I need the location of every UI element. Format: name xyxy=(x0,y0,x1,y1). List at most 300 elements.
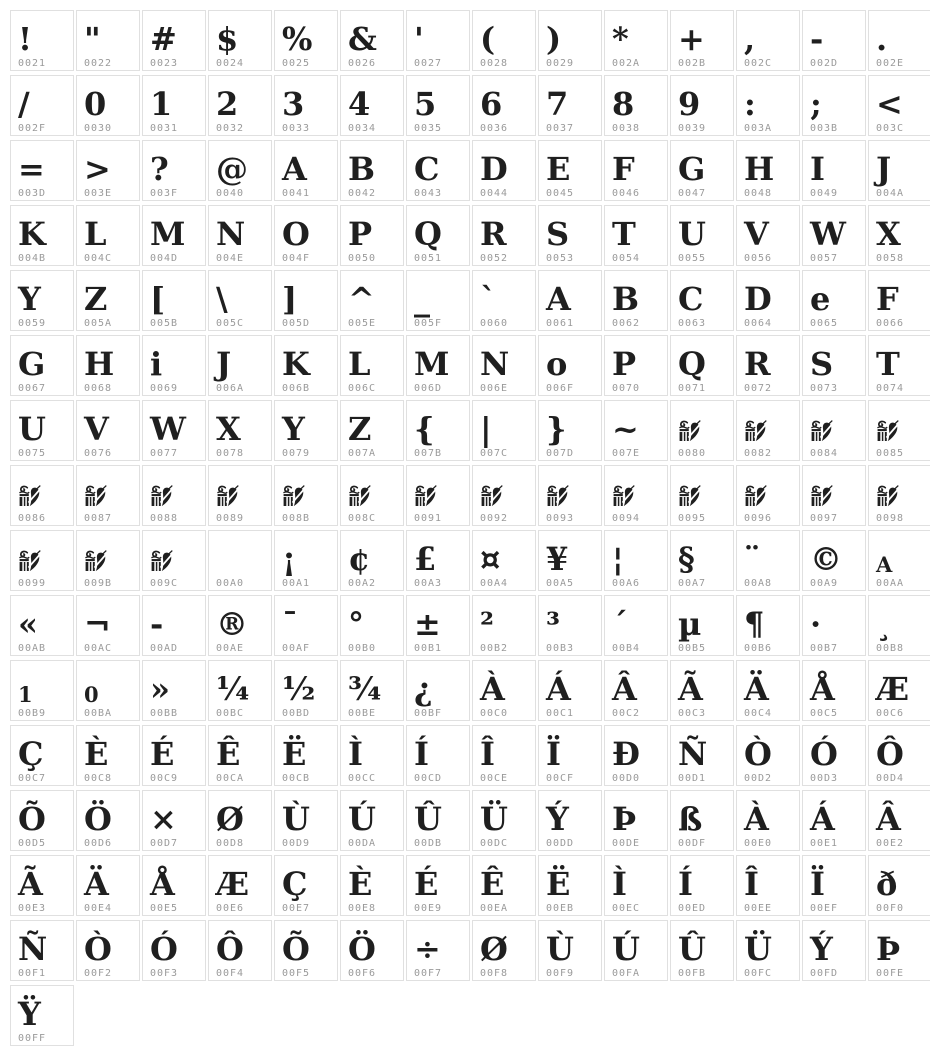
glyph: Î xyxy=(744,864,759,903)
codepoint-label: 002B xyxy=(678,58,707,69)
glyph-cell xyxy=(10,75,74,136)
codepoint-label: 00BD xyxy=(282,708,311,719)
codepoint-label: 0068 xyxy=(84,383,113,394)
glyph-cell xyxy=(604,660,668,721)
glyph: Ö xyxy=(84,799,112,838)
codepoint-label: 00CD xyxy=(414,773,443,784)
notdef-glyph xyxy=(143,531,205,574)
notdef-glyph xyxy=(143,466,205,509)
glyph-cell xyxy=(868,725,930,786)
codepoint-label: 00C9 xyxy=(150,773,179,784)
glyph: [ xyxy=(150,279,166,318)
codepoint-label: 007E xyxy=(612,448,641,459)
glyph: ¶ xyxy=(744,604,765,643)
glyph: · xyxy=(810,604,822,643)
codepoint-label: 005D xyxy=(282,318,311,329)
glyph: Ñ xyxy=(18,929,48,968)
glyph: Ï xyxy=(810,864,825,903)
glyph-cell xyxy=(604,335,668,396)
codepoint-label: 00D8 xyxy=(216,838,245,849)
glyph: Ä xyxy=(84,864,109,903)
codepoint-label: 00C7 xyxy=(18,773,47,784)
codepoint-label: 00DA xyxy=(348,838,377,849)
glyph-cell xyxy=(142,855,206,916)
glyph: ¨ xyxy=(744,539,760,578)
glyph: W xyxy=(810,214,846,253)
glyph-cell xyxy=(670,10,734,71)
glyph: È xyxy=(84,734,109,773)
glyph-cell xyxy=(340,660,404,721)
codepoint-label: 0030 xyxy=(84,123,113,134)
glyph-cell xyxy=(274,855,338,916)
codepoint-label: 0037 xyxy=(546,123,575,134)
glyph-cell xyxy=(604,10,668,71)
glyph-cell xyxy=(670,205,734,266)
glyph-cell xyxy=(604,530,668,591)
codepoint-label: 00BF xyxy=(414,708,443,719)
glyph-cell xyxy=(142,140,206,201)
codepoint-label: 005A xyxy=(84,318,113,329)
codepoint-label: 005B xyxy=(150,318,179,329)
glyph: ° xyxy=(348,604,364,643)
codepoint-label: 0050 xyxy=(348,253,377,264)
glyph-cell xyxy=(868,75,930,136)
codepoint-label: 0061 xyxy=(546,318,575,329)
codepoint-label: 0080 xyxy=(678,448,707,459)
notdef-glyph xyxy=(473,466,535,509)
glyph: E xyxy=(546,149,571,188)
glyph: Ç xyxy=(18,734,44,773)
notdef-ornament-icon xyxy=(414,484,437,508)
glyph: M xyxy=(150,214,186,253)
codepoint-label: 00D9 xyxy=(282,838,311,849)
glyph-cell xyxy=(208,75,272,136)
glyph-cell xyxy=(868,465,930,526)
codepoint-label: 0034 xyxy=(348,123,377,134)
codepoint-label: 00E8 xyxy=(348,903,377,914)
codepoint-label: 00EB xyxy=(546,903,575,914)
glyph-cell xyxy=(10,985,74,1046)
glyph: Ô xyxy=(216,929,244,968)
codepoint-label: 0085 xyxy=(876,448,905,459)
codepoint-label: 003E xyxy=(84,188,113,199)
glyph-cell xyxy=(406,465,470,526)
glyph: - xyxy=(810,19,824,58)
glyph: F xyxy=(612,149,635,188)
glyph-cell xyxy=(10,530,74,591)
glyph: » xyxy=(150,669,170,708)
glyph-cell xyxy=(76,205,140,266)
glyph-cell xyxy=(670,790,734,851)
codepoint-label: 0031 xyxy=(150,123,179,134)
glyph: I xyxy=(810,149,825,188)
codepoint-label: 0025 xyxy=(282,58,311,69)
glyph: * xyxy=(612,19,629,58)
codepoint-label: 00D1 xyxy=(678,773,707,784)
codepoint-label: 00C8 xyxy=(84,773,113,784)
codepoint-label: 00B8 xyxy=(876,643,905,654)
glyph: S xyxy=(810,344,834,383)
glyph-cell xyxy=(340,725,404,786)
glyph: | xyxy=(480,409,492,448)
codepoint-label: 00E3 xyxy=(18,903,47,914)
glyph: ¢ xyxy=(348,539,371,578)
codepoint-label: 00FD xyxy=(810,968,839,979)
glyph-cell xyxy=(340,75,404,136)
glyph-cell xyxy=(10,205,74,266)
glyph: L xyxy=(84,214,107,253)
glyph-cell xyxy=(274,270,338,331)
codepoint-label: 00EC xyxy=(612,903,641,914)
codepoint-label: 002A xyxy=(612,58,641,69)
codepoint-label: 0029 xyxy=(546,58,575,69)
codepoint-label: 009C xyxy=(150,578,179,589)
notdef-ornament-icon xyxy=(18,549,41,573)
glyph: Û xyxy=(414,799,442,838)
glyph-cell xyxy=(142,465,206,526)
codepoint-label: 004D xyxy=(150,253,179,264)
glyph-cell xyxy=(10,335,74,396)
codepoint-label: 0024 xyxy=(216,58,245,69)
glyph-cell xyxy=(604,205,668,266)
glyph-cell xyxy=(406,140,470,201)
glyph-cell xyxy=(142,660,206,721)
glyph: 2 xyxy=(216,84,239,123)
glyph-cell xyxy=(736,790,800,851)
notdef-ornament-icon xyxy=(480,484,503,508)
codepoint-label: 008C xyxy=(348,513,377,524)
glyph-cell xyxy=(340,790,404,851)
codepoint-label: 007C xyxy=(480,448,509,459)
codepoint-label: 0028 xyxy=(480,58,509,69)
glyph-cell xyxy=(142,920,206,981)
codepoint-label: 00B2 xyxy=(480,643,509,654)
glyph: ¸ xyxy=(876,604,892,643)
glyph: µ xyxy=(678,604,702,643)
glyph: Ý xyxy=(810,929,833,968)
glyph-cell xyxy=(868,205,930,266)
glyph: N xyxy=(216,214,246,253)
glyph-cell xyxy=(802,530,866,591)
glyph: ß xyxy=(678,799,703,838)
glyph-cell xyxy=(472,140,536,201)
notdef-ornament-icon xyxy=(84,549,107,573)
glyph: Ê xyxy=(216,734,241,773)
glyph: ´ xyxy=(612,604,628,643)
codepoint-label: 0082 xyxy=(744,448,773,459)
glyph-cell xyxy=(538,465,602,526)
glyph-cell xyxy=(736,855,800,916)
glyph-cell xyxy=(604,725,668,786)
glyph: Á xyxy=(546,669,571,708)
glyph: J xyxy=(876,149,892,188)
glyph-cell xyxy=(208,400,272,461)
glyph: ¬ xyxy=(84,604,111,643)
codepoint-label: 00CE xyxy=(480,773,509,784)
glyph: J xyxy=(216,344,232,383)
glyph-cell xyxy=(406,595,470,656)
glyph: × xyxy=(150,799,177,838)
codepoint-label: 00B4 xyxy=(612,643,641,654)
codepoint-label: 00A2 xyxy=(348,578,377,589)
glyph-cell xyxy=(670,595,734,656)
glyph-cell xyxy=(802,855,866,916)
glyph-cell xyxy=(868,270,930,331)
codepoint-label: 0045 xyxy=(546,188,575,199)
codepoint-label: 0087 xyxy=(84,513,113,524)
codepoint-label: 00F4 xyxy=(216,968,245,979)
glyph-cell xyxy=(10,920,74,981)
glyph-cell xyxy=(472,400,536,461)
glyph-cell xyxy=(538,595,602,656)
notdef-glyph xyxy=(275,466,337,509)
glyph-cell xyxy=(538,335,602,396)
glyph-cell xyxy=(142,790,206,851)
glyph-cell xyxy=(604,595,668,656)
glyph-cell xyxy=(406,855,470,916)
glyph-cell xyxy=(472,465,536,526)
codepoint-label: 00FA xyxy=(612,968,641,979)
codepoint-label: 00CB xyxy=(282,773,311,784)
codepoint-label: 00E6 xyxy=(216,903,245,914)
glyph-cell xyxy=(10,270,74,331)
glyph: Z xyxy=(84,279,108,318)
codepoint-label: 00BB xyxy=(150,708,179,719)
codepoint-label: 0044 xyxy=(480,188,509,199)
codepoint-label: 00E4 xyxy=(84,903,113,914)
glyph-cell xyxy=(670,725,734,786)
codepoint-label: 005C xyxy=(216,318,245,329)
glyph: Y xyxy=(18,279,41,318)
glyph-cell xyxy=(538,400,602,461)
codepoint-label: 0073 xyxy=(810,383,839,394)
glyph-cell xyxy=(142,270,206,331)
glyph: 6 xyxy=(480,84,503,123)
glyph-cell xyxy=(10,725,74,786)
glyph: 4 xyxy=(348,84,371,123)
glyph: % xyxy=(282,19,313,58)
glyph: Þ xyxy=(876,929,901,968)
glyph: M xyxy=(414,344,450,383)
glyph: _ xyxy=(414,279,430,318)
notdef-glyph xyxy=(605,466,667,509)
notdef-ornament-icon xyxy=(150,484,173,508)
glyph: T xyxy=(612,214,636,253)
codepoint-label: 00EF xyxy=(810,903,839,914)
glyph-cell xyxy=(802,270,866,331)
codepoint-label: 0023 xyxy=(150,58,179,69)
codepoint-label: 00A4 xyxy=(480,578,509,589)
glyph-cell xyxy=(472,530,536,591)
codepoint-label: 006B xyxy=(282,383,311,394)
codepoint-label: 006C xyxy=(348,383,377,394)
glyph: 1 xyxy=(18,681,33,707)
codepoint-label: 00A3 xyxy=(414,578,443,589)
codepoint-label: 00F1 xyxy=(18,968,47,979)
codepoint-label: 00B5 xyxy=(678,643,707,654)
codepoint-label: 005E xyxy=(348,318,377,329)
codepoint-label: 00C4 xyxy=(744,708,773,719)
notdef-ornament-icon xyxy=(282,484,305,508)
glyph-cell xyxy=(208,335,272,396)
codepoint-label: 0092 xyxy=(480,513,509,524)
glyph-cell xyxy=(406,400,470,461)
codepoint-label: 00C3 xyxy=(678,708,707,719)
glyph-cell xyxy=(406,790,470,851)
glyph-cell xyxy=(538,75,602,136)
glyph: / xyxy=(18,84,30,123)
glyph: « xyxy=(18,604,38,643)
glyph: = xyxy=(18,149,45,188)
notdef-glyph xyxy=(869,401,930,444)
glyph: A xyxy=(876,551,893,577)
codepoint-label: 00D2 xyxy=(744,773,773,784)
glyph: ! xyxy=(18,19,33,58)
glyph-cell xyxy=(604,920,668,981)
notdef-ornament-icon xyxy=(744,484,767,508)
glyph-cell xyxy=(274,660,338,721)
codepoint-label: 00DC xyxy=(480,838,509,849)
codepoint-label: 00A9 xyxy=(810,578,839,589)
glyph-cell xyxy=(472,660,536,721)
glyph: ¿ xyxy=(414,669,433,708)
codepoint-label: 00FB xyxy=(678,968,707,979)
codepoint-label: 00A7 xyxy=(678,578,707,589)
codepoint-label: 0033 xyxy=(282,123,311,134)
glyph: e xyxy=(810,279,831,318)
glyph: ¡ xyxy=(282,539,297,578)
glyph: ^ xyxy=(348,279,375,318)
codepoint-label: 002D xyxy=(810,58,839,69)
codepoint-label: 0089 xyxy=(216,513,245,524)
notdef-glyph xyxy=(671,401,733,444)
codepoint-label: 0042 xyxy=(348,188,377,199)
codepoint-label: 0099 xyxy=(18,578,47,589)
codepoint-label: 003F xyxy=(150,188,179,199)
glyph: ÷ xyxy=(414,929,441,968)
glyph-cell xyxy=(472,335,536,396)
codepoint-label: 00F2 xyxy=(84,968,113,979)
notdef-ornament-icon xyxy=(546,484,569,508)
glyph: A xyxy=(546,279,571,318)
glyph: ¥ xyxy=(546,539,569,578)
glyph-cell xyxy=(274,530,338,591)
glyph-cell xyxy=(538,790,602,851)
glyph-cell xyxy=(274,465,338,526)
glyph: Ù xyxy=(546,929,574,968)
glyph: Å xyxy=(810,669,835,708)
codepoint-label: 0022 xyxy=(84,58,113,69)
glyph: Æ xyxy=(216,864,250,903)
glyph: Ò xyxy=(744,734,772,773)
codepoint-label: 0036 xyxy=(480,123,509,134)
glyph-cell xyxy=(208,790,272,851)
glyph-cell xyxy=(274,10,338,71)
codepoint-label: 004A xyxy=(876,188,905,199)
notdef-glyph xyxy=(539,466,601,509)
codepoint-label: 00E5 xyxy=(150,903,179,914)
glyph: Ë xyxy=(282,734,307,773)
glyph-cell xyxy=(868,855,930,916)
glyph: 7 xyxy=(546,84,569,123)
glyph: ) xyxy=(546,19,562,58)
glyph: P xyxy=(612,344,637,383)
codepoint-label: 0026 xyxy=(348,58,377,69)
codepoint-label: 00DD xyxy=(546,838,575,849)
codepoint-label: 0040 xyxy=(216,188,245,199)
glyph: ~ xyxy=(612,409,639,448)
glyph-cell xyxy=(142,725,206,786)
glyph-cell xyxy=(406,205,470,266)
glyph-cell xyxy=(208,855,272,916)
codepoint-label: 0093 xyxy=(546,513,575,524)
glyph: C xyxy=(678,279,704,318)
glyph-cell xyxy=(406,75,470,136)
glyph: < xyxy=(876,84,903,123)
codepoint-label: 0055 xyxy=(678,253,707,264)
glyph: B xyxy=(348,149,376,188)
glyph: À xyxy=(480,669,505,708)
glyph-cell xyxy=(802,790,866,851)
glyph: 1 xyxy=(150,84,173,123)
codepoint-label: 00E0 xyxy=(744,838,773,849)
glyph: R xyxy=(744,344,771,383)
glyph-cell xyxy=(76,270,140,331)
codepoint-label: 0035 xyxy=(414,123,443,134)
glyph: Ø xyxy=(480,929,508,968)
glyph-cell xyxy=(274,400,338,461)
glyph: 0 xyxy=(84,681,99,707)
codepoint-label: 00EA xyxy=(480,903,509,914)
codepoint-label: 00F3 xyxy=(150,968,179,979)
glyph: È xyxy=(348,864,373,903)
glyph: ' xyxy=(414,19,424,58)
glyph-cell xyxy=(670,855,734,916)
notdef-ornament-icon xyxy=(678,484,701,508)
notdef-ornament-icon xyxy=(612,484,635,508)
notdef-glyph xyxy=(77,531,139,574)
glyph-cell xyxy=(736,10,800,71)
glyph: Ü xyxy=(744,929,772,968)
glyph-cell xyxy=(670,335,734,396)
glyph-cell xyxy=(340,920,404,981)
glyph-cell xyxy=(208,725,272,786)
notdef-ornament-icon xyxy=(348,484,371,508)
notdef-glyph xyxy=(737,401,799,444)
codepoint-label: 006E xyxy=(480,383,509,394)
glyph-cell xyxy=(538,855,602,916)
codepoint-label: 0039 xyxy=(678,123,707,134)
glyph: } xyxy=(546,409,567,448)
glyph-cell xyxy=(406,270,470,331)
codepoint-label: 009B xyxy=(84,578,113,589)
codepoint-label: 00B3 xyxy=(546,643,575,654)
codepoint-label: 00C5 xyxy=(810,708,839,719)
codepoint-label: 00B9 xyxy=(18,708,47,719)
glyph: 9 xyxy=(678,84,701,123)
glyph-cell xyxy=(736,920,800,981)
glyph-cell xyxy=(76,725,140,786)
glyph-cell xyxy=(670,465,734,526)
codepoint-label: 00F7 xyxy=(414,968,443,979)
glyph: o xyxy=(546,344,568,383)
glyph: X xyxy=(876,214,901,253)
glyph-cell xyxy=(274,595,338,656)
codepoint-label: 00AD xyxy=(150,643,179,654)
glyph-cell xyxy=(142,75,206,136)
glyph-cell xyxy=(208,595,272,656)
glyph-cell xyxy=(274,140,338,201)
